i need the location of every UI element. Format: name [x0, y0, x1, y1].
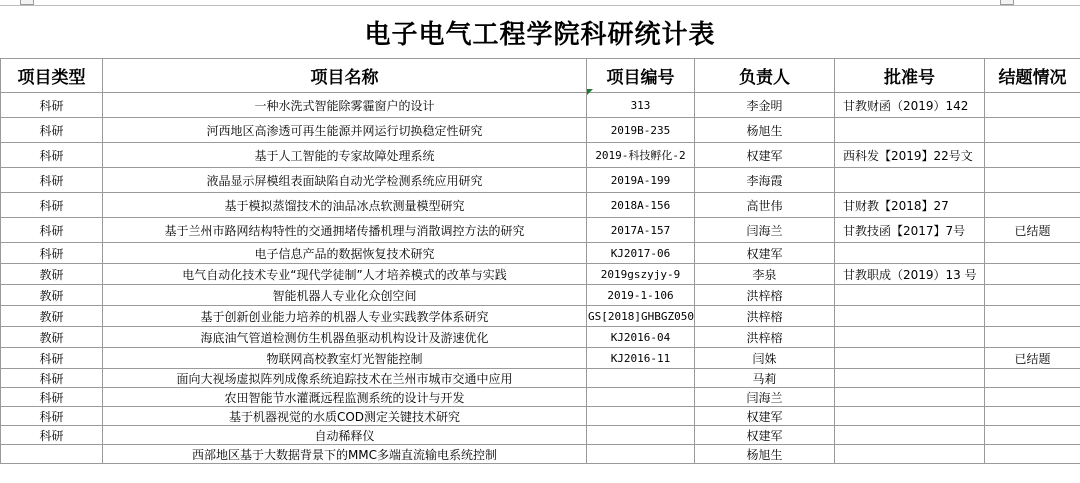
cell-name[interactable]: 电子信息产品的数据恢复技术研究: [103, 243, 587, 264]
table-row: [1, 306, 1080, 327]
cell-name[interactable]: 西部地区基于大数据背景下的MMC多端直流输电系统控制: [103, 445, 587, 464]
cell-leader[interactable]: 李海霞: [695, 168, 835, 193]
table-row: [1, 118, 1080, 143]
cell-approval[interactable]: 甘教财函（2019）142: [835, 93, 985, 118]
cell-approval[interactable]: [835, 388, 985, 407]
cell-approval[interactable]: [835, 369, 985, 388]
cell-status[interactable]: [985, 426, 1080, 445]
cell-type[interactable]: 科研: [1, 407, 103, 426]
cell-type[interactable]: 科研: [1, 348, 103, 369]
header-leader[interactable]: 负责人: [695, 59, 835, 93]
cell-type[interactable]: 科研: [1, 388, 103, 407]
cell-name[interactable]: 智能机器人专业化众创空间: [103, 285, 587, 306]
table-row: [1, 445, 1080, 464]
cell-code[interactable]: [587, 426, 695, 445]
header-approval[interactable]: 批准号: [835, 59, 985, 93]
cell-leader[interactable]: 权建军: [695, 243, 835, 264]
cell-status[interactable]: [985, 143, 1080, 168]
cell-type[interactable]: 教研: [1, 306, 103, 327]
cell-name[interactable]: 物联网高校教室灯光智能控制: [103, 348, 587, 369]
header-code[interactable]: 项目编号: [587, 59, 695, 93]
cell-status[interactable]: [985, 388, 1080, 407]
cell-status[interactable]: [985, 407, 1080, 426]
data-table: [0, 58, 1080, 464]
header-row: [1, 59, 1080, 93]
cell-approval[interactable]: [835, 407, 985, 426]
cell-approval[interactable]: 西科发【2019】22号文: [835, 143, 985, 168]
cell-name[interactable]: 电气自动化技术专业“现代学徒制”人才培养模式的改革与实践: [103, 264, 587, 285]
cell-code[interactable]: 313: [587, 93, 695, 118]
table-row: [1, 243, 1080, 264]
cell-approval[interactable]: 甘教职成（2019）13 号: [835, 264, 985, 285]
cell-code[interactable]: 2017A-157: [587, 218, 695, 243]
cell-name[interactable]: 基于模拟蒸馏技术的油品冰点软测量模型研究: [103, 193, 587, 218]
table-row: [1, 143, 1080, 168]
cell-code[interactable]: KJ2016-11: [587, 348, 695, 369]
table-row: [1, 285, 1080, 306]
cell-name[interactable]: 液晶显示屏模组表面缺陷自动光学检测系统应用研究: [103, 168, 587, 193]
table-row: [1, 388, 1080, 407]
cell-leader[interactable]: 李泉: [695, 264, 835, 285]
table-row: [1, 407, 1080, 426]
cell-code[interactable]: [587, 407, 695, 426]
cell-approval[interactable]: [835, 327, 985, 348]
cell-approval[interactable]: [835, 445, 985, 464]
cell-leader[interactable]: 洪梓榕: [695, 285, 835, 306]
cell-leader[interactable]: 杨旭生: [695, 445, 835, 464]
cell-name[interactable]: 一种水洗式智能除雾霾窗户的设计: [103, 93, 587, 118]
cell-leader[interactable]: 闫海兰: [695, 218, 835, 243]
cell-code[interactable]: 2019-1-106: [587, 285, 695, 306]
cell-type[interactable]: 科研: [1, 93, 103, 118]
header-name[interactable]: 项目名称: [103, 59, 587, 93]
comment-indicator-icon: [587, 89, 593, 95]
cell-code[interactable]: 2019A-199: [587, 168, 695, 193]
cell-approval[interactable]: [835, 426, 985, 445]
cell-type[interactable]: 科研: [1, 369, 103, 388]
cell-status[interactable]: [985, 306, 1080, 327]
cell-status[interactable]: 已结题: [985, 348, 1080, 369]
table-row: [1, 218, 1080, 243]
cell-code[interactable]: 2019-科技孵化-2: [587, 143, 695, 168]
cell-leader[interactable]: 杨旭生: [695, 118, 835, 143]
cell-type[interactable]: [1, 445, 103, 464]
cell-leader[interactable]: 高世伟: [695, 193, 835, 218]
cell-type[interactable]: 教研: [1, 327, 103, 348]
cell-status[interactable]: [985, 369, 1080, 388]
cell-approval[interactable]: [835, 243, 985, 264]
cell-leader[interactable]: 马莉: [695, 369, 835, 388]
cell-status[interactable]: [985, 327, 1080, 348]
cell-leader[interactable]: 闫海兰: [695, 388, 835, 407]
cell-name[interactable]: 农田智能节水灌溉远程监测系统的设计与开发: [103, 388, 587, 407]
cell-code[interactable]: 2019gszyjy-9: [587, 264, 695, 285]
cell-name[interactable]: 基于创新创业能力培养的机器人专业实践教学体系研究: [103, 306, 587, 327]
cell-status[interactable]: [985, 193, 1080, 218]
cell-approval[interactable]: 甘教技函【2017】7号: [835, 218, 985, 243]
cell-code[interactable]: KJ2017-06: [587, 243, 695, 264]
cell-approval[interactable]: 甘财教【2018】27: [835, 193, 985, 218]
cell-type[interactable]: 科研: [1, 426, 103, 445]
cell-code[interactable]: [587, 369, 695, 388]
cell-type[interactable]: 科研: [1, 143, 103, 168]
cell-code[interactable]: 2019B-235: [587, 118, 695, 143]
cell-type[interactable]: 教研: [1, 285, 103, 306]
cell-type[interactable]: 科研: [1, 168, 103, 193]
cell-name[interactable]: 自动稀释仪: [103, 426, 587, 445]
cell-leader[interactable]: 洪梓榕: [695, 327, 835, 348]
cell-type[interactable]: 教研: [1, 264, 103, 285]
table-row: [1, 168, 1080, 193]
cell-status[interactable]: [985, 243, 1080, 264]
cell-approval[interactable]: [835, 118, 985, 143]
cell-status[interactable]: [985, 264, 1080, 285]
cell-status[interactable]: 已结题: [985, 218, 1080, 243]
cell-name[interactable]: 基于人工智能的专家故障处理系统: [103, 143, 587, 168]
cell-status[interactable]: [985, 93, 1080, 118]
cell-type[interactable]: 科研: [1, 218, 103, 243]
table-row: [1, 348, 1080, 369]
cell-leader[interactable]: 权建军: [695, 143, 835, 168]
cell-name[interactable]: 面向大视场虚拟阵列成像系统追踪技术在兰州市城市交通中应用: [103, 369, 587, 388]
table-row: [1, 264, 1080, 285]
cell-status[interactable]: [985, 118, 1080, 143]
table-row: [1, 426, 1080, 445]
cell-approval[interactable]: [835, 168, 985, 193]
cell-status[interactable]: [985, 285, 1080, 306]
cell-type[interactable]: 科研: [1, 193, 103, 218]
cell-leader[interactable]: 权建军: [695, 407, 835, 426]
cell-status[interactable]: [985, 445, 1080, 464]
header-type[interactable]: 项目类型: [1, 59, 103, 93]
cell-approval[interactable]: [835, 285, 985, 306]
cell-leader[interactable]: 闫姝: [695, 348, 835, 369]
cell-approval[interactable]: [835, 306, 985, 327]
cell-code[interactable]: [587, 445, 695, 464]
cell-code[interactable]: KJ2016-04: [587, 327, 695, 348]
cell-code[interactable]: GS[2018]GHBGZ050: [587, 306, 695, 327]
cell-approval[interactable]: [835, 348, 985, 369]
table-row: [1, 327, 1080, 348]
cell-type[interactable]: 科研: [1, 243, 103, 264]
cell-leader[interactable]: 洪梓榕: [695, 306, 835, 327]
cell-code[interactable]: [587, 388, 695, 407]
cell-leader[interactable]: 李金明: [695, 93, 835, 118]
cell-fragment: [20, 0, 34, 5]
sheet-title[interactable]: 电子电气工程学院科研统计表: [364, 19, 716, 50]
cell-name[interactable]: 海底油气管道检测仿生机器鱼驱动机构设计及游速优化: [103, 327, 587, 348]
table-row: [1, 193, 1080, 218]
table-row: [1, 369, 1080, 388]
cell-type[interactable]: 科研: [1, 118, 103, 143]
cell-fragment: [1000, 0, 1014, 5]
cell-code[interactable]: 2018A-156: [587, 193, 695, 218]
cell-name[interactable]: 基于兰州市路网结构特性的交通拥堵传播机理与消散调控方法的研究: [103, 218, 587, 243]
cell-name[interactable]: 河西地区高渗透可再生能源并网运行切换稳定性研究: [103, 118, 587, 143]
header-status[interactable]: 结题情况: [985, 59, 1080, 93]
cell-status[interactable]: [985, 168, 1080, 193]
cell-leader[interactable]: 权建军: [695, 426, 835, 445]
table-row: [1, 93, 1080, 118]
cell-name[interactable]: 基于机器视觉的水质COD测定关键技术研究: [103, 407, 587, 426]
